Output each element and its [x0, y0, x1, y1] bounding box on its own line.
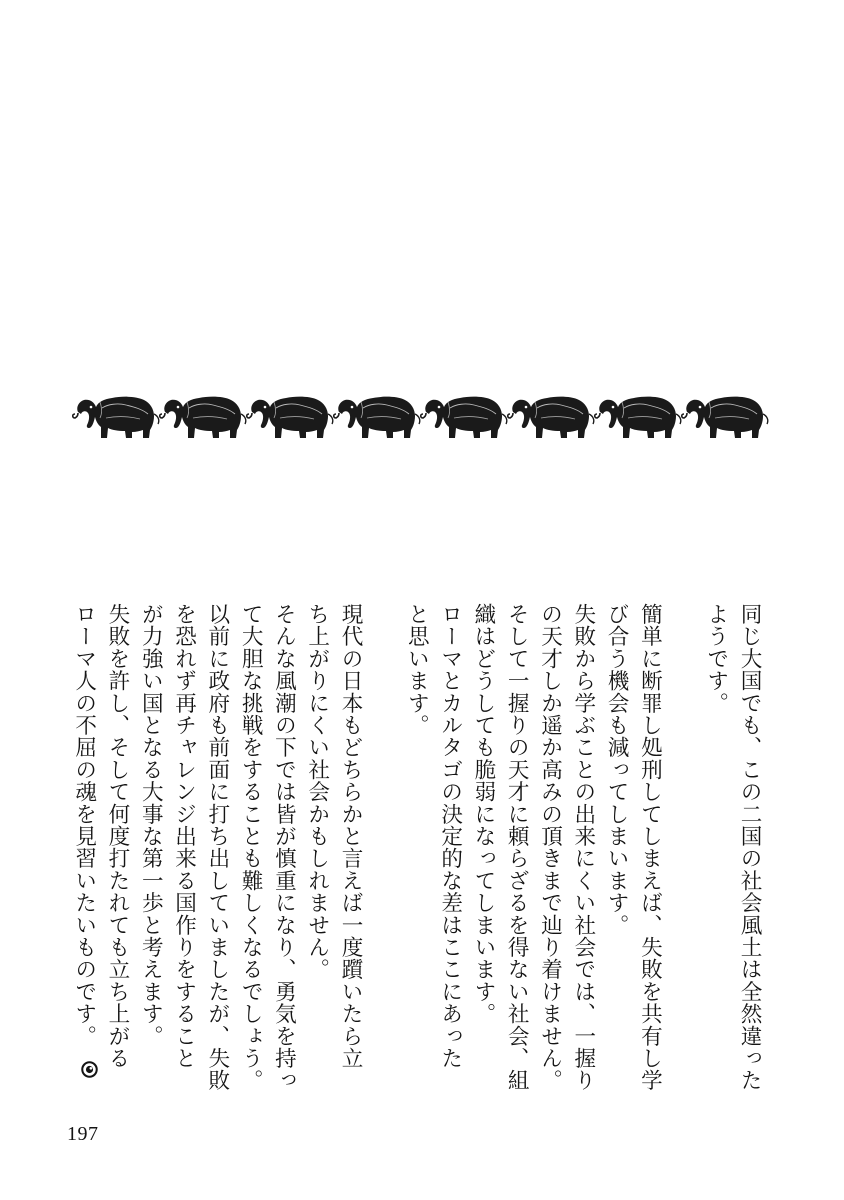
text-line: 失敗から学ぶことの出来にくい社会では、一握り — [570, 603, 596, 1092]
text-line: ローマとカルタゴの決定的な差はここにあった — [437, 603, 463, 1070]
text-line: 現代の日本もどちらかと言えば一度躓いたら立 — [338, 603, 364, 1070]
text-line: ち上がりにくい社会かもしれません。 — [304, 603, 330, 981]
elephant-icon — [421, 397, 507, 438]
end-mark-icon — [81, 1061, 98, 1078]
text-line: び合う機会も減ってしまいます。 — [604, 603, 630, 936]
paragraph-3 — [67, 603, 367, 1092]
elephant-icon — [508, 397, 594, 438]
text-line: と思います。 — [404, 603, 430, 737]
paragraph-1 — [699, 603, 766, 1092]
text-line: が力強い国となる大事な第一歩と考えます。 — [138, 603, 164, 1047]
text-line: て大胆な挑戦をすることも難しくなるでしょう。 — [238, 603, 264, 1092]
text-line: 失敗を許し、そして何度打たれても立ち上がる — [104, 603, 130, 1070]
elephant-icon — [334, 397, 420, 438]
page-number: 197 — [67, 1123, 99, 1145]
text-line: を恐れず再チャレンジ出来る国作りをすること — [171, 603, 197, 1070]
text-line — [67, 603, 100, 1047]
vertical-body-text — [67, 603, 766, 1092]
elephant-icon — [73, 397, 159, 438]
text-line: そんな風潮の下では皆が慎重になり、勇気を持っ — [271, 603, 297, 1092]
text-line: 織はどうしても脆弱になってしまいます。 — [470, 603, 496, 1025]
elephant-icon — [160, 397, 246, 438]
elephant-ornament-border — [72, 378, 772, 442]
elephant-icon — [595, 397, 681, 438]
elephant-icon — [682, 397, 768, 438]
text-line: 簡単に断罪し処刑してしまえば、失敗を共有し学 — [637, 603, 663, 1092]
text-line: ようです。 — [703, 603, 729, 714]
paragraph-2 — [400, 603, 666, 1092]
text-line: 以前に政府も前面に打ち出していましたが、失敗 — [204, 603, 230, 1092]
text-line: の天才しか遥か高みの頂きまで辿り着けません。 — [537, 603, 563, 1092]
elephant-icon — [247, 397, 333, 438]
text-line: 同じ大国でも、この二国の社会風土は全然違った — [737, 603, 762, 1092]
text-line-content: ローマ人の不屈の魂を見習いたいものです。 — [71, 603, 97, 1047]
text-line: そして一握りの天才に頼らざるを得ない社会、組 — [504, 603, 530, 1092]
